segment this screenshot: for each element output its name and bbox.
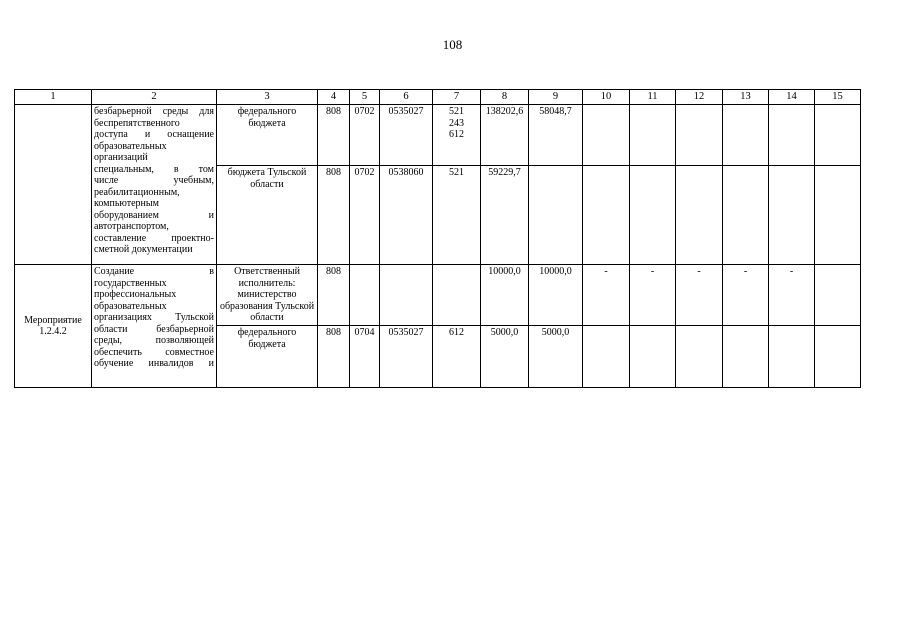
cell-col7: 521 243 612 [433,105,481,166]
measure-label: Мероприятие 1.2.4.2 [15,265,92,388]
cell-col7: 612 [433,326,481,388]
page-number: 108 [442,37,463,52]
cell-col13: - [723,265,769,326]
cell-col15 [815,265,861,326]
cell-col8: 10000,0 [481,265,529,326]
cell-col13 [723,326,769,388]
cell-col7: 521 [433,166,481,265]
cell-col11 [630,105,676,166]
header-cell: 14 [769,90,815,105]
header-cell: 5 [350,90,380,105]
cell-col6: 0535027 [380,105,433,166]
header-cell: 1 [15,90,92,105]
header-cell: 6 [380,90,433,105]
cell-col12 [676,166,723,265]
table-row [15,105,861,166]
cell-col13 [723,105,769,166]
responsible-executor: Ответственный исполнитель: министерство образования Тульской области [217,265,318,326]
funding-source: федерального бюджета [217,326,318,388]
table-row [15,265,861,326]
cell-col5: 0704 [350,326,380,388]
header-cell: 10 [583,90,630,105]
header-cell: 4 [318,90,350,105]
cell-col12: - [676,265,723,326]
header-cell: 15 [815,90,861,105]
cell-col10 [583,105,630,166]
funding-source: бюджета Тульской области [217,166,318,265]
cell-col9: 10000,0 [529,265,583,326]
cell-col9 [529,166,583,265]
cell-col12 [676,105,723,166]
cell-col11: - [630,265,676,326]
cell-col13 [723,166,769,265]
cell-col15 [815,166,861,265]
cell-col8: 138202,6 [481,105,529,166]
header-cell: 9 [529,90,583,105]
cell-col4: 808 [318,105,350,166]
budget-table [14,89,861,388]
cell-col5: 0702 [350,166,380,265]
cell-col11 [630,166,676,265]
cell-col14 [769,326,815,388]
cell-col4: 808 [318,166,350,265]
funding-source: федерального бюджета [217,105,318,166]
cell-col15 [815,105,861,166]
header-cell: 13 [723,90,769,105]
cell-col7 [433,265,481,326]
header-cell: 7 [433,90,481,105]
description-cell: Создание в государственных профессиональных образовательных организациях Тульской области безбарьерной среды, позволяющей обеспечить совместное обучение инвалидов и [92,265,217,388]
cell-col15 [815,326,861,388]
cell-col10: - [583,265,630,326]
cell-col9: 5000,0 [529,326,583,388]
cell-col14 [769,166,815,265]
cell-col9: 58048,7 [529,105,583,166]
cell-col10 [583,166,630,265]
cell-col11 [630,326,676,388]
cell-col14 [769,105,815,166]
header-cell: 2 [92,90,217,105]
cell-col5: 0702 [350,105,380,166]
cell-col6 [380,265,433,326]
cell-col6: 0535027 [380,326,433,388]
cell-col8: 5000,0 [481,326,529,388]
cell-col8: 59229,7 [481,166,529,265]
header-cell: 3 [217,90,318,105]
header-row [15,90,861,105]
header-cell: 8 [481,90,529,105]
cell-col6: 0538060 [380,166,433,265]
cell-col4: 808 [318,326,350,388]
measure-cell-empty [15,105,92,265]
cell-col12 [676,326,723,388]
cell-col14: - [769,265,815,326]
header-cell: 12 [676,90,723,105]
description-cell: безбарьерной среды для беспрепятственного доступа и оснащение образовательных организаций специальным, в том числе учебным, реабилитационным, компьютерным оборудованием и автотранспортом, составление проектно- сметной документации [92,105,217,265]
cell-col4: 808 [318,265,350,326]
header-cell: 11 [630,90,676,105]
cell-col10 [583,326,630,388]
cell-col5 [350,265,380,326]
